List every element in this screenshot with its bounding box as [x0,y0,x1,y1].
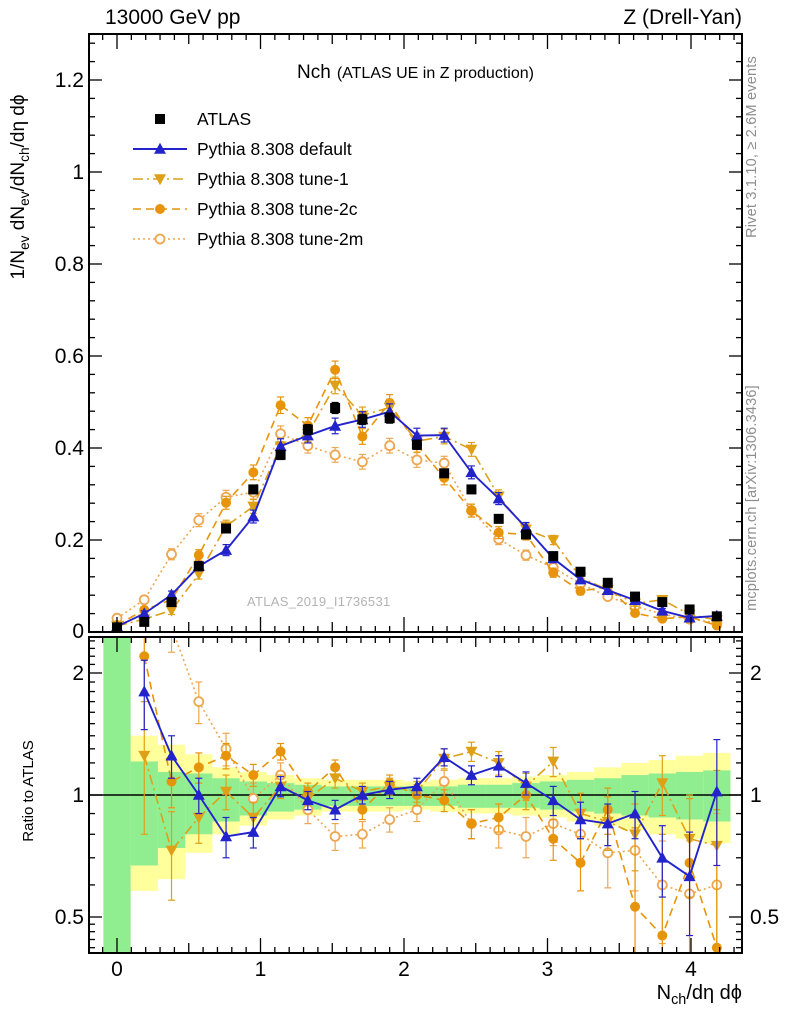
data-point-marker [494,812,504,822]
data-point-marker [358,457,367,466]
data-point-marker [521,832,530,841]
legend-marker-glyph [156,235,165,244]
data-point-marker [548,834,558,844]
legend-item-pythia-8-308-tune-1 [131,164,363,194]
legend-item-pythia-8-308-tune-2m [131,224,363,254]
legend-marker-pythia-8-308-default [131,137,189,161]
data-point-marker [194,550,204,560]
data-point-marker [439,468,449,478]
data-point-marker [657,597,667,607]
legend-label-pythia-8-308-tune-2c: Pythia 8.308 tune-2c [197,198,358,219]
data-point-marker [194,697,203,706]
data-point-marker [357,432,367,442]
data-point-marker [276,400,286,410]
data-point-marker [548,551,558,561]
series-pythia-8-308-tune-2m-main [113,426,722,627]
data-point-marker [303,425,313,435]
data-point-marker [276,429,285,438]
legend-label-pythia-8-308-tune-2m: Pythia 8.308 tune-2m [197,228,364,249]
data-point-marker [466,506,476,516]
data-point-marker [603,578,613,588]
legend-marker-glyph [155,114,165,124]
data-point-marker [685,604,695,614]
header-process: Z (Drell-Yan) [623,6,742,29]
legend-marker-glyph [155,204,165,214]
series-line [117,385,717,626]
legend-item-atlas [131,104,363,134]
y-tick-label-main: 0 [72,620,84,643]
x-axis-title: $N_{ch}/d\eta$ dϕ [656,982,742,1008]
data-point-marker [140,586,149,595]
y-tick-label-main: 0.8 [54,253,84,276]
data-point-marker [385,815,394,824]
legend-label-atlas: ATLAS [197,108,252,129]
plot-title-observable: Nch [297,62,331,83]
data-point-marker [166,606,178,617]
legend-marker-pythia-8-308-tune-2m [131,227,189,251]
data-point-marker [167,597,177,607]
data-point-marker [331,832,340,841]
legend-marker-pythia-8-308-tune-2c [131,197,189,221]
data-point-marker [385,413,395,423]
data-point-marker [465,445,477,456]
x-tick-label: 3 [541,958,554,981]
legend-label-pythia-8-308-tune-1: Pythia 8.308 tune-1 [197,168,349,189]
data-point-marker [657,931,667,941]
data-point-marker [357,414,367,424]
y-axis-title-ratio: Ratio to ATLAS [20,740,37,842]
data-point-marker [712,611,722,621]
legend-item-pythia-8-308-tune-2c [131,194,363,224]
rivet-version-label: Rivet 3.1.10, ≥ 2.6M events [744,56,760,238]
y-tick-label-main: 0.4 [54,437,84,460]
x-tick-label: 0 [111,958,123,981]
data-point-marker [194,561,204,571]
legend-marker-atlas [131,107,189,131]
y-tick-label-main: 0.2 [54,529,84,552]
data-point-marker [221,524,231,534]
data-point-marker [576,858,586,868]
data-point-marker [440,459,449,468]
data-point-marker [331,450,340,459]
data-point-marker [247,826,259,837]
mcplots-arxiv-label: mcplots.cern.ch [arXiv:1306.3436] [744,385,760,611]
data-point-marker [167,550,176,559]
data-point-marker [221,498,231,508]
y-axis-title-main: $1/N_{ev}$ $dN_{ev}/dN_{ch}/d\eta$ dϕ [8,94,32,280]
data-point-marker [330,365,340,375]
data-point-marker [412,440,422,450]
x-tick-label: 4 [685,958,697,981]
data-point-marker [276,450,286,460]
data-point-marker [139,617,149,627]
data-point-marker [330,403,340,413]
data-point-marker [248,467,258,477]
y-tick-label-ratio-right: 0.5 [750,906,780,929]
data-point-marker [357,805,367,815]
data-point-marker [466,484,476,494]
y-tick-label-ratio-left: 2 [72,662,84,685]
plot-title [89,62,742,84]
plot-title-detail: (ATLAS UE in Z production) [336,65,534,82]
data-point-marker [248,484,258,494]
x-tick-label: 1 [254,958,267,981]
header-beam-energy: 13000 GeV pp [105,6,241,29]
data-point-marker [248,770,258,780]
legend-item-pythia-8-308-default [131,134,363,164]
data-point-marker [140,595,149,604]
data-point-marker [576,586,586,596]
data-point-marker [439,795,449,805]
data-point-marker [412,455,421,464]
y-tick-label-main: 1 [72,161,84,184]
y-tick-label-ratio-right: 1 [750,784,762,807]
data-point-marker [194,516,203,525]
data-point-marker [656,852,668,863]
data-point-marker [630,592,640,602]
legend-label-pythia-8-308-default: Pythia 8.308 default [197,138,352,159]
data-point-marker [138,685,150,696]
y-tick-label-ratio-left: 1 [72,784,84,807]
data-point-marker [358,830,367,839]
y-tick-label-ratio-left: 0.5 [54,906,84,929]
data-point-marker [521,551,530,560]
data-point-marker [385,441,394,450]
data-point-marker [466,819,476,829]
data-point-marker [630,902,640,912]
data-point-marker [276,747,286,757]
y-tick-label-ratio-right: 2 [750,662,762,685]
data-point-marker [548,568,558,578]
series-line [117,370,717,626]
data-point-marker [440,777,449,786]
data-point-marker [494,514,504,524]
analysis-id-watermark: ATLAS_2019_I1736531 [247,594,391,609]
band-bin-green [458,785,485,808]
legend-marker-pythia-8-308-tune-1 [131,167,189,191]
data-point-marker [221,751,231,761]
data-point-marker [494,528,504,538]
y-tick-label-main: 0.6 [54,345,84,368]
data-point-marker [247,510,259,521]
y-tick-label-main: 1.2 [54,69,84,92]
series-pythia-8-308-tune-2c-main [112,361,722,631]
legend [131,104,363,254]
data-point-marker [521,529,531,539]
data-point-marker [576,567,586,577]
data-point-marker [194,762,204,772]
data-point-marker [412,805,421,814]
x-tick-label: 2 [398,958,410,981]
